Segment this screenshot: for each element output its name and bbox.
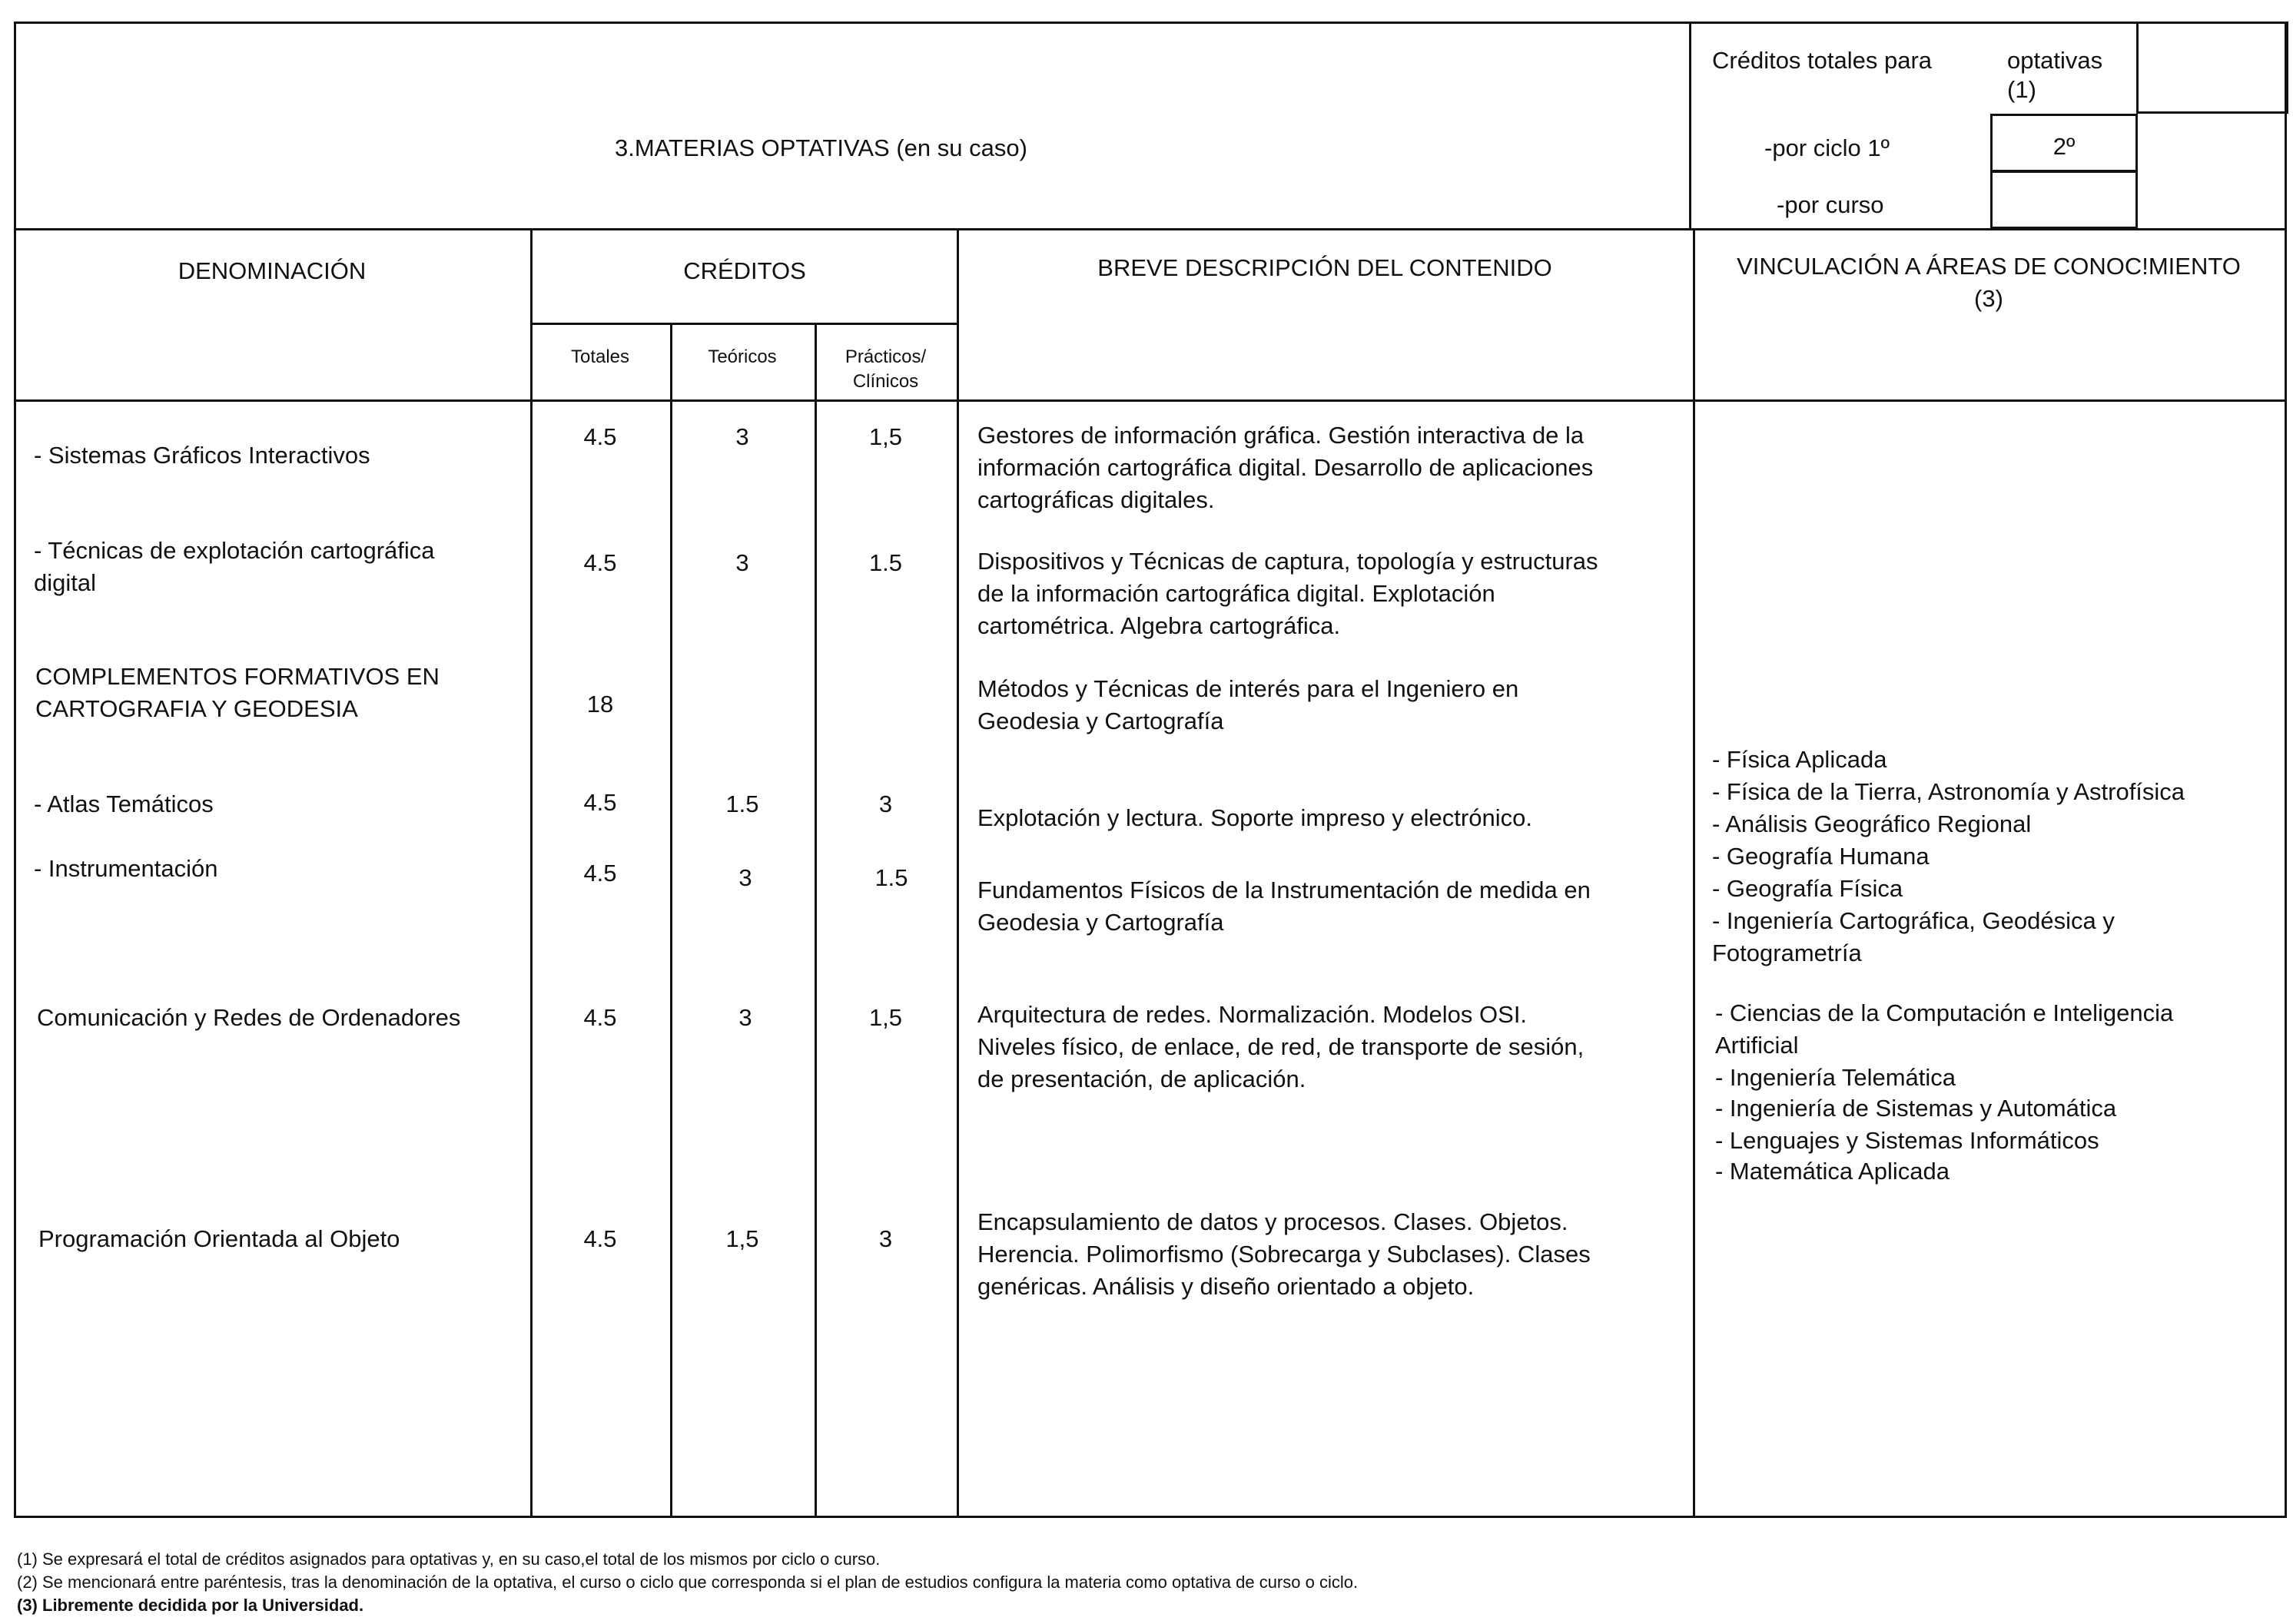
- area-item: - Geografía Física: [1712, 875, 1903, 902]
- area-item: Fotogrametría: [1712, 940, 1862, 966]
- row-practicos: 1,5: [868, 1004, 903, 1031]
- row-name: Comunicación y Redes de Ordenadores: [37, 1004, 461, 1031]
- area-item: - Ciencias de la Computación e Inteligencia: [1715, 999, 2174, 1026]
- row-teoricos: 3: [738, 864, 752, 891]
- row-teoricos: 3: [738, 1004, 752, 1031]
- row-name: CARTOGRAFIA Y GEODESIA: [35, 695, 358, 722]
- row-desc: genéricas. Análisis y diseño orientado a objeto.: [977, 1273, 1475, 1300]
- row-practicos: 3: [878, 1225, 893, 1252]
- optativas-total-box: [2136, 22, 2288, 114]
- row-totales: 4.5: [583, 423, 617, 450]
- col-vinculacion: VINCULACIÓN A ÁREAS DE CONOC!MIENTO: [1737, 253, 2241, 280]
- area-item: - Lenguajes y Sistemas Informáticos: [1715, 1127, 2099, 1154]
- area-item: - Ingeniería Telemática: [1715, 1064, 1956, 1091]
- row-desc: Herencia. Polimorfismo (Sobrecarga y Subclases). Clases: [977, 1241, 1591, 1268]
- row-name: - Atlas Temáticos: [34, 790, 214, 817]
- row-totales: 4.5: [583, 1004, 617, 1031]
- row-practicos: 1.5: [874, 864, 908, 891]
- row-teoricos: 1.5: [725, 790, 759, 817]
- row-desc: Dispositivos y Técnicas de captura, topología y estructuras: [977, 548, 1598, 575]
- area-item: - Matemática Aplicada: [1715, 1158, 1950, 1185]
- footnote-1: (1) Se expresará el total de créditos asignados para optativas y, en su caso,el total de los mismos por ciclo o curso.: [17, 1549, 881, 1569]
- row-totales: 4.5: [583, 860, 617, 887]
- col-denominacion: DENOMINACIÓN: [178, 257, 367, 284]
- footnote-3: (3) Libremente decidida por la Universidad.: [17, 1596, 364, 1615]
- area-item: - Análisis Geográfico Regional: [1712, 810, 2032, 837]
- row-teoricos: 1,5: [725, 1225, 759, 1252]
- row-desc: Encapsulamiento de datos y procesos. Clases. Objetos.: [977, 1208, 1568, 1235]
- row-desc: cartométrica. Algebra cartográfica.: [977, 612, 1341, 639]
- row-name: - Instrumentación: [34, 855, 218, 882]
- col-line-2: [670, 323, 672, 1518]
- header-block-divider: [1689, 22, 1691, 229]
- row-totales: 4.5: [583, 789, 617, 816]
- row-teoricos: 3: [735, 423, 749, 450]
- row-desc: cartográficas digitales.: [977, 486, 1215, 513]
- col-creditos: CRÉDITOS: [683, 257, 806, 284]
- row-totales: 4.5: [583, 549, 617, 576]
- header-divider: [14, 228, 2287, 230]
- area-item: - Ingeniería Cartográfica, Geodésica y: [1712, 907, 2115, 934]
- area-item: - Ingeniería de Sistemas y Automática: [1715, 1095, 2117, 1122]
- area-item: - Física Aplicada: [1712, 746, 1887, 773]
- col-vinculacion-note: (3): [1974, 285, 2003, 312]
- row-totales: 18: [586, 691, 614, 718]
- optativas-note: (1): [2007, 76, 2036, 103]
- row-desc: Explotación y lectura. Soporte impreso y electrónico.: [977, 804, 1532, 831]
- creditos-subheader-line: [530, 323, 959, 325]
- row-name: COMPLEMENTOS FORMATIVOS EN: [35, 663, 440, 690]
- por-curso-label: -por curso: [1777, 191, 1884, 218]
- col-descripcion: BREVE DESCRIPCIÓN DEL CONTENIDO: [1097, 254, 1552, 281]
- row-desc: de presentación, de aplicación.: [977, 1066, 1306, 1092]
- row-desc: Arquitectura de redes. Normalización. Modelos OSI.: [977, 1001, 1528, 1028]
- row-desc: Niveles físico, de enlace, de red, de transporte de sesión,: [977, 1033, 1585, 1060]
- col-line-5: [1693, 228, 1695, 1518]
- row-desc: Geodesia y Cartografía: [977, 708, 1224, 734]
- col-line-3: [815, 323, 817, 1518]
- optativas-label: optativas: [2007, 47, 2103, 74]
- row-practicos: 1,5: [868, 423, 903, 450]
- por-ciclo-value: 2º: [2052, 133, 2076, 160]
- row-name: digital: [34, 569, 96, 596]
- footnote-2: (2) Se mencionará entre paréntesis, tras la denominación de la optativa, el curso o ciclo que corresponda si el plan de estudios configura la materia como optativa de curso o ciclo.: [17, 1573, 1359, 1592]
- credits-total-label: Créditos totales para: [1712, 47, 1933, 74]
- row-name: Programación Orientada al Objeto: [38, 1225, 400, 1252]
- area-item: - Geografía Humana: [1712, 843, 1930, 870]
- col-teoricos: Teóricos: [708, 346, 777, 367]
- row-teoricos: 3: [735, 549, 749, 576]
- area-item: Artificial: [1715, 1032, 1799, 1059]
- col-totales: Totales: [570, 346, 630, 367]
- row-desc: Métodos y Técnicas de interés para el Ingeniero en: [977, 675, 1519, 702]
- row-desc: información cartográfica digital. Desarrollo de aplicaciones: [977, 454, 1594, 481]
- row-name: - Sistemas Gráficos Interactivos: [34, 442, 370, 469]
- column-header-divider: [14, 399, 2287, 402]
- area-item: - Física de la Tierra, Astronomía y Astrofísica: [1712, 778, 2185, 805]
- row-desc: Geodesia y Cartografía: [977, 909, 1224, 936]
- row-totales: 4.5: [583, 1225, 617, 1252]
- row-desc: de la información cartográfica digital. Explotación: [977, 580, 1495, 607]
- por-ciclo-label: -por ciclo 1º: [1764, 134, 1890, 161]
- row-desc: Gestores de información gráfica. Gestión interactiva de la: [977, 422, 1585, 449]
- row-practicos: 3: [878, 790, 893, 817]
- section-title: 3.MATERIAS OPTATIVAS (en su caso): [615, 134, 1027, 161]
- curso-value-box: [1990, 171, 2138, 229]
- col-practicos: Prácticos/: [845, 346, 927, 367]
- row-desc: Fundamentos Físicos de la Instrumentación de medida en: [977, 877, 1591, 903]
- row-name: - Técnicas de explotación cartográfica: [34, 537, 435, 564]
- row-practicos: 1.5: [868, 549, 903, 576]
- col-clinicos: Clínicos: [852, 371, 919, 392]
